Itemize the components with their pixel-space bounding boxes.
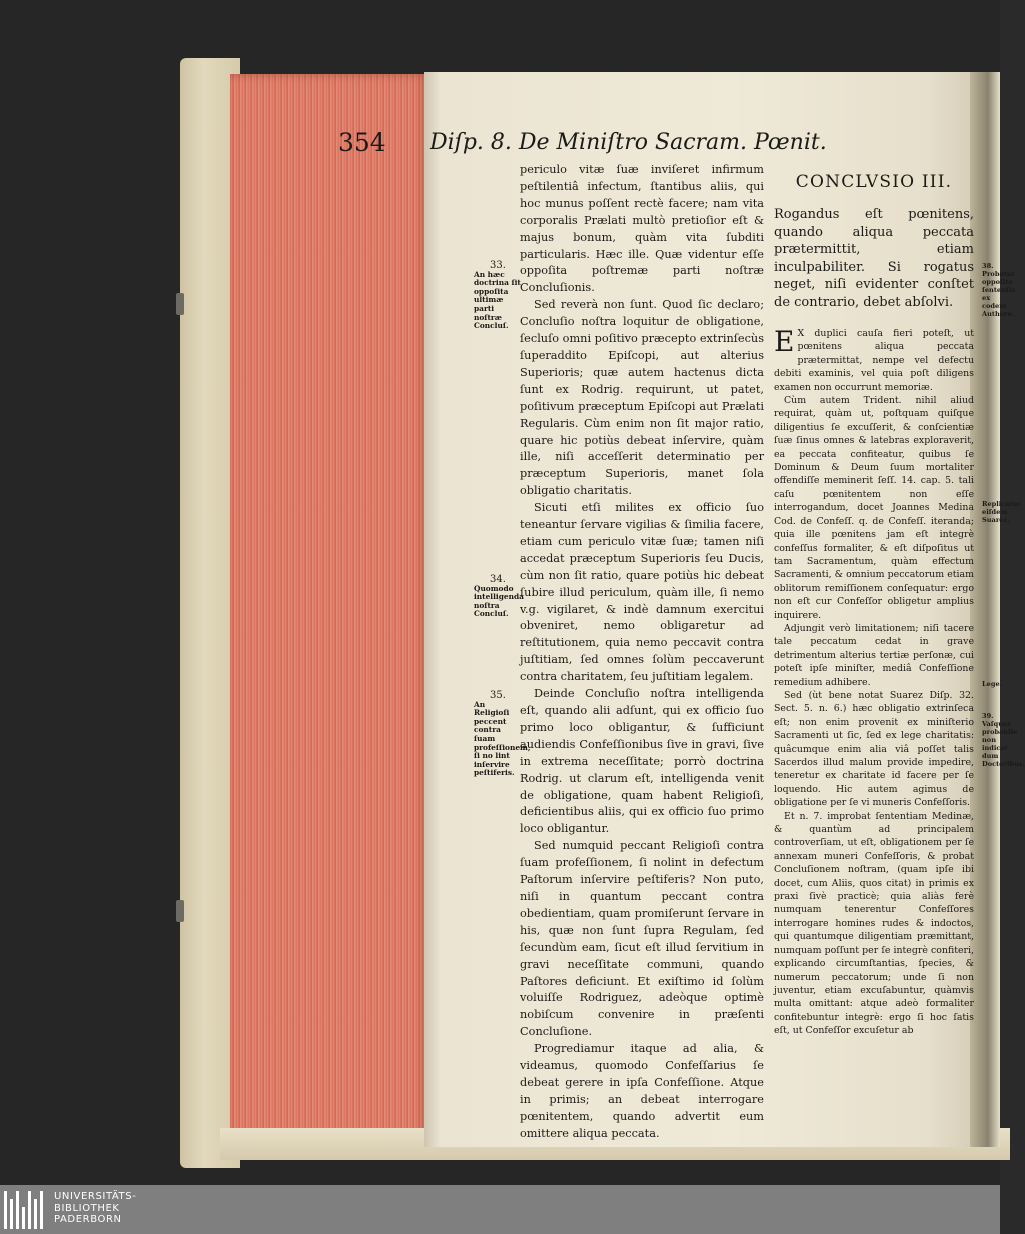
margin-note-text: Quomodo intelligenda noſtra Concluſ. [474, 583, 524, 619]
left-text-column [520, 162, 764, 1143]
margin-note [474, 576, 522, 619]
library-name-line: PADERBORN [54, 1214, 122, 1225]
page-title: Diſp. 8. De Miniſtro Sacram. Pœnit. [430, 130, 827, 155]
drop-cap: E [774, 325, 795, 358]
library-footer [0, 1185, 1000, 1234]
clasp-icon [176, 293, 184, 315]
paragraph: X duplici cauſa fieri poteſt, ut pœnitens aliqua peccata prætermittat, nempe vel defectu debiti examinis, vel quia poſt diligens examen non occurrunt memoriæ. [774, 328, 974, 393]
paragraph: Progrediamur itaque ad alia, & videamus, quomodo Confeſſarius ſe debeat gerere in ipſa Confeſſione. Atque in primis; an debeat interrogare pœnitentem, quando advertit eum omittere aliqua peccata. [520, 1042, 764, 1140]
paragraph: Deinde Concluſio noſtra intelligenda eſt, quando alii adſunt, qui ex officio ſuo primo loco obligantur, & ſufficiunt audiendis Confeſſionibus ſive in gravi, ſive in extrema neceſſitate; porrò doctrina Rodrig. ut clarum eſt, intelligenda venit de obligatione, quam habent Religioſi, deficientibus aliis, qui ex officio ſuo primo loco obligantur. [520, 687, 764, 836]
margin-note-number: 35. [490, 690, 506, 701]
margin-note [474, 690, 531, 778]
paragraph: Cùm autem Trident. nihil aliud requirat, quàm ut, poſtquam quiſque diligentius ſe excuſſerit, & conſcientiæ ſuæ ſinus omnes & latebras exploraverit, ea peccata confiteatur, quibus ſe Dominum & Deum ſuum mortaliter offendiſſe meminerit ſeſſ. 14. cap. 5. tali caſu pœnitentem non eſſe interrogandum, docet Joannes Medina Cod. de Confeſſ. q. de Confeſſ. iteranda; quia ille pœnitens jam eſt integrè confeſſus formaliter, & eſt diſpoſitus ut tam Sacramentum, quàm effectum Sacramenti, & omnium peccatorum etiam oblitorum remiſſionem conſequatur: ergo non eſt cur Confeſſor obligetur amplius inquirere. [774, 395, 974, 621]
library-name-line: UNIVERSITÄTS- [54, 1191, 137, 1202]
library-name-line: BIBLIOTHEK [54, 1202, 120, 1214]
far-margin-note: Lege. [982, 680, 1002, 688]
right-text-column [774, 172, 974, 1038]
page-number: 354 [338, 128, 386, 157]
paragraph: Adjungit verò limitationem; niſi tacere tale peccatum cedat in grave detrimentum alterius tertiæ perſonæ, cui poteſt ipſe miniſter, mediâ Confeſſione remedium adhibere. [774, 622, 974, 688]
conclusion-statement: Rogandus eſt pœnitens, quando aliqua peccata prætermittit, etiam inculpabiliter. Si rogatus neget, niſi evidenter conſtet de contrario, debet abſolvi. [774, 207, 974, 310]
paragraph: Et n. 7. improbat ſententiam Medinæ, & quantùm ad principalem controverſiam, ut eſt, obligationem per ſe annexam muneri Confeſſoris, & probat Concluſionem noſtram, (quam ipſe ibi docet, cum Aliis, quos citat) in primis ex praxi ſivè practicè; quia aliàs ferè numquam tenerentur Confeſſores interrogare homines rudes & indoctos, qui quantumque diligentiam præmittant, numquam poſſunt per ſe integrè confiteri, explicando circumſtantias, ſpecies, & numerum peccatorum; unde ſi non juventur, etiam excuſabuntur, quàmvis multa omittant: atque adeò formaliter confitebuntur integrè: ergo ſi hoc ſatis eſt, ut Confeſſor excuſetur ab [774, 810, 974, 1037]
margin-note-text: An hæc doctrina ſit oppoſita ultimæ parti noſtræ Concluſ. [474, 269, 521, 331]
library-name [54, 1191, 136, 1226]
running-head [338, 128, 827, 162]
paragraph: Sed numquid peccant Religioſi contra ſuam profeſſionem, ſi nolint in defectum Paſtorum inſervire peſtiferis? Non puto, niſi in quantum peccant contra obedientiam, quam promiſerunt ſervare in his, quæ non ſunt ſupra Regulam, ſed ſecundùm eam, ſicut eſt illud ſervitium in gravi neceſſitate communi, quando Paſtores deficiunt. Et exiſtimo id ſolùm voluiſſe Rodriguez, adeòque optimè nobiſcum convenire in præſenti Concluſione. [520, 839, 764, 1039]
paragraph: Sed reverà non ſunt. Quod ſic declaro; Concluſio noſtra loquitur de obligatione, ſecluſo omni poſitivo præcepto extrinſecùs ſuperaddito Epiſcopi, aut alterius Superioris; quæ autem hactenus dicta ſunt ex Rodrig. requirunt, ut patet, poſitivum præceptum Epiſcopi aut Prælati Regularis. Cùm enim non ſit major ratio, quare hic potiùs debeat inſervire, quàm ille, niſi acceſſerit determinatio per præceptum Superioris, manet ſola obligatio charitatis. [520, 298, 764, 498]
library-logo-icon [4, 1191, 48, 1229]
paragraph: Sed (ùt bene notat Suarez Diſp. 32. Sect. 5. n. 6.) hæc obligatio extrinſeca eſt; non enim provenit ex miniſterio Sacramenti ut ſic, ſed ex lege charitatis: quâcumque enim alia viâ poſſet talis Sacerdos illud malum provide impedire, teneretur ex charitate id facere per ſe loquendo. Hic autem agimus de obligatione per ſe vi muneris Confeſſoris. [774, 689, 974, 809]
margin-note-number: 34. [490, 574, 506, 585]
margin-note [474, 262, 522, 331]
conclusion-heading: CONCLVSIO III. [795, 172, 953, 192]
far-margin-note: Replicatur eiſdem Suarez. [982, 500, 1021, 524]
far-margin-note: 38. Probatur oppoſita ſententia ex codem Authore. [982, 262, 1016, 318]
margin-note-number: 33. [490, 260, 506, 271]
clasp-icon [176, 900, 184, 922]
right-body-text [774, 327, 974, 1038]
paragraph: Sicuti etſi milites ex officio ſuo teneantur ſervare vigilias & ſimilia facere, etiam cum periculo vitæ ſuæ; tamen niſi accedat præceptum Superioris ſeu Ducis, cùm non ſit ratio, quare potiùs hic debeat ſubire illud periculum, quàm ille, ſi nemo v.g. vigilaret, & indè damnum exercitui obveniret, nemo obligaretur ad reſtitutionem, quia nemo peccavit contra juſtitiam, ſed omnes ſolùm peccaverunt contra charitatem, ſeu juſtitiam legalem. [520, 501, 764, 684]
far-margin-note: 39. Vaſquez probabile non indicat dum Doctoribus. [982, 712, 1025, 768]
margin-note-text: An Religioſi peccent contra ſuam profeſſionem, ſi no lint inſervire peſtiferis. [474, 699, 531, 778]
paragraph: periculo vitæ ſuæ inviſeret infirmum peſtilentiâ infectum, ſtantibus aliis, qui hoc munus poſſent rectè facere; nam vita corporalis Prælati multò pretioſior eſt & majus bonum, quàm vita ſubditi particularis. Hæc ille. Quæ videntur eſſe oppoſita poſtremæ parti noſtræ Concluſionis. [520, 163, 764, 295]
red-page-edges [230, 74, 430, 1149]
